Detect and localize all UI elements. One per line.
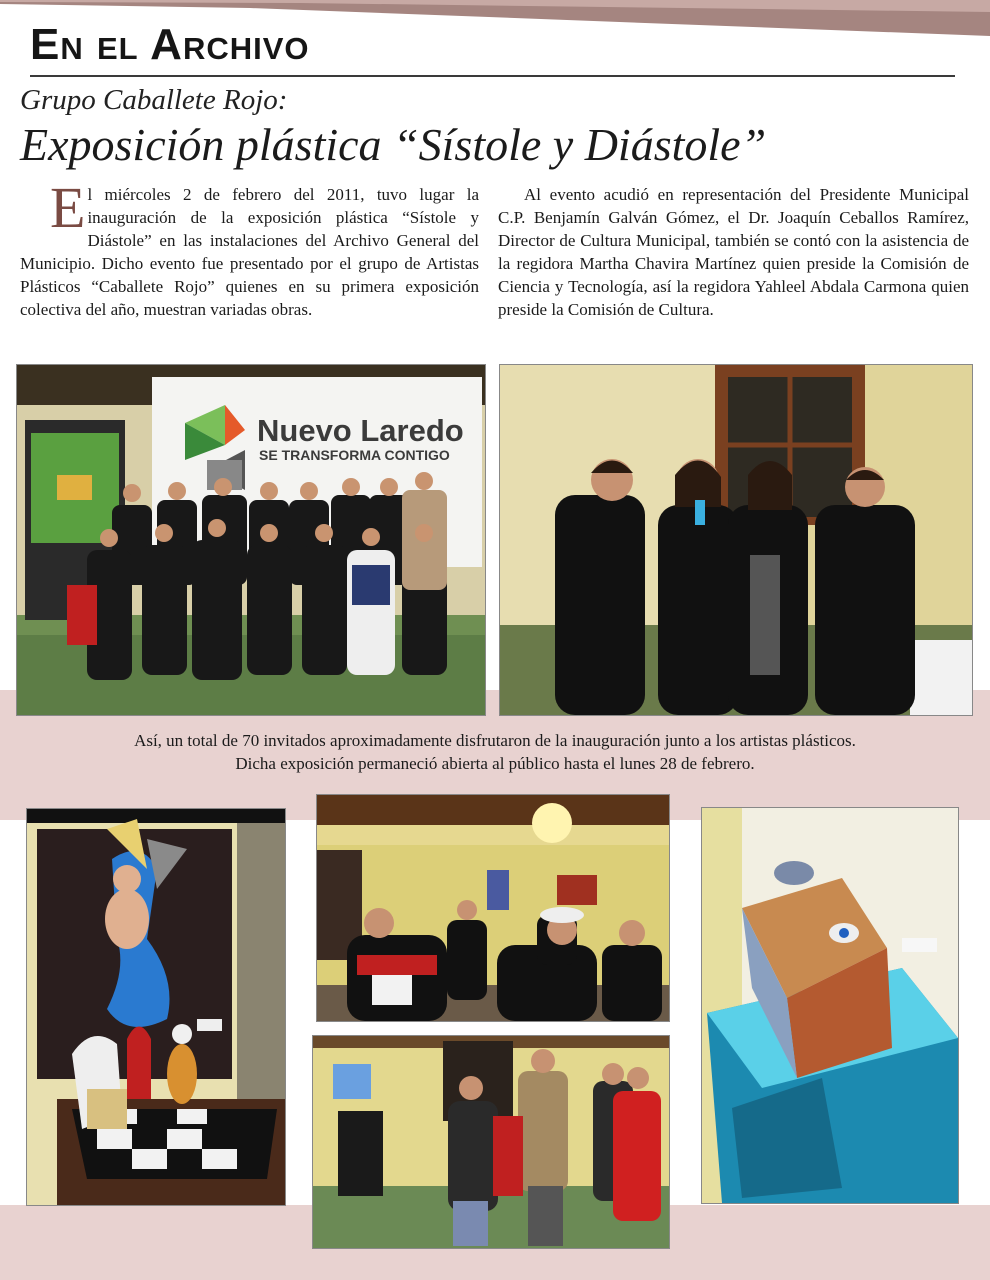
section-title: En el Archivo <box>30 20 310 69</box>
drop-cap: E <box>50 175 86 240</box>
banner-subtitle: SE TRANSFORMA CONTIGO <box>259 447 450 463</box>
officials-photo <box>499 364 973 716</box>
banner-title: Nuevo Laredo <box>257 413 464 448</box>
article-right-column: Al evento acudió en representación del Presidente Municipal C.P. Benjamín Galván Gómez, el Dr. Joaquín Ceballos Ramírez, Director de Cultura Municipal, también se contó con la asistencia de la regidora Martha Chavira Martínez quien preside la Comisión de Ciencia y Tecnología, así la regidora Yahleel Abdala Carmona quien preside la Comisión de Cultura. <box>498 185 969 319</box>
cube-sculpture-photo <box>701 807 959 1204</box>
photo-caption <box>0 729 990 775</box>
headline: Exposición plástica “Sístole y Diástole” <box>20 119 767 170</box>
kicker: Grupo Caballete Rojo: <box>20 84 288 116</box>
hall-chandelier-photo <box>316 794 670 1022</box>
caption-line-1: Así, un total de 70 invitados aproximadamente disfrutaron de la inauguración junto a los artistas plásticos. <box>134 731 856 750</box>
visitors-gallery-photo <box>312 1035 670 1249</box>
article-left-text: l miércoles 2 de febrero del 2011, tuvo lugar la inauguración de la exposición plástica “Sístole y Diástole” en las instalaciones del Archivo General del Municipio. Dicho evento fue presentado por el grupo de Artistas Plásticos “Caballete Rojo” quienes en su primera exposición colectiva del año, muestran variadas obras. <box>20 185 479 319</box>
title-rule <box>30 75 955 77</box>
artwork-chess-photo <box>26 808 286 1206</box>
caption-line-2: Dicha exposición permaneció abierta al público hasta el lunes 28 de febrero. <box>235 754 755 773</box>
group-photo <box>16 364 486 716</box>
article-left-column <box>20 175 479 321</box>
